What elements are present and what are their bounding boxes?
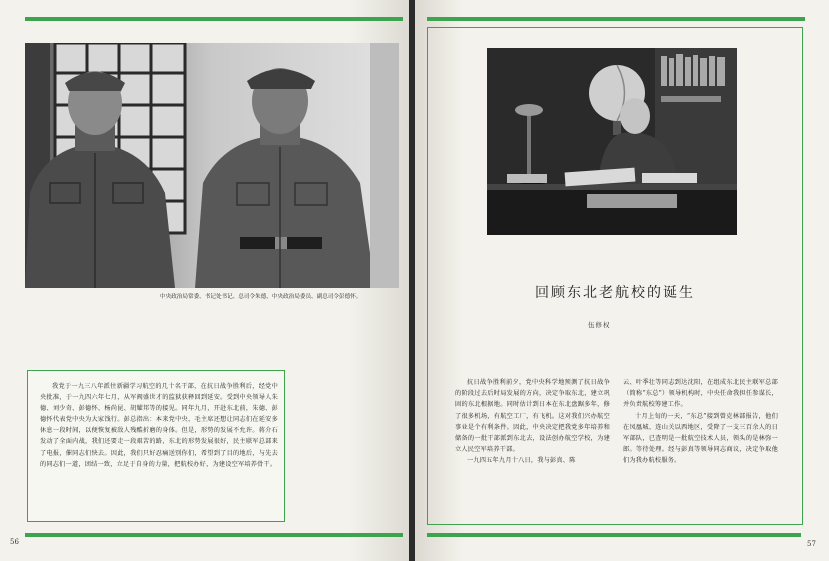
- photo-image: [487, 48, 737, 235]
- paragraph: 一九四五年九月十八日，我与彭真、陈: [467, 457, 576, 465]
- page-number-right: 57: [807, 540, 816, 548]
- article-column-2: [623, 377, 778, 467]
- photo-image: [25, 43, 399, 288]
- book-gutter: [409, 0, 415, 561]
- top-rule-left: [25, 17, 403, 21]
- portrait-photo-two-commanders: [25, 43, 399, 288]
- article-column-1: [455, 377, 610, 467]
- article-author: 伍修权: [588, 321, 611, 329]
- bottom-rule-right: [427, 533, 801, 537]
- article-title: 回顾东北老航校的诞生: [535, 285, 695, 301]
- paragraph: 云、叶季壮等同志到达沈阳，在组成东北民主联军总部（简称“东总”）领导机构时，中央任命我担任参谋长，并负责航校筹建工作。: [623, 379, 778, 409]
- bottom-rule-left: [25, 533, 403, 537]
- top-rule-right: [427, 17, 805, 21]
- paragraph: 抗日战争胜利前夕，党中央科学地预测了抗日战争的阶段过去后时局发展的方向，决定争取东北，建立巩固的东北根据地。同时估计到日本在东北盘踞多年，修了很多机场，有航空工厂，有飞机。这对我们兴办航空事业是个有利条件。因此，中央决定把我党多年培养和储备的一批干部派到东北去，设法创办航空学校，为建立人民空军培养干部。: [455, 379, 610, 454]
- author-at-desk-photo: [487, 48, 737, 235]
- intro-text-box: [27, 370, 285, 522]
- paragraph: 十月上旬的一天，“东总”接到曾克林部报告，他们在凤凰城、连山关以西地区，受降了一支三百余人的日军部队，已查明是一批航空技术人员，领头的是林弥一郎。等待处理。经与彭真等领导同志商议，决定争取他们为我办航校服务。: [623, 412, 778, 465]
- intro-paragraph: 我党于一九三八年派往新疆学习航空的几十名干部，在抗日战争胜利后，经党中央批准，于一九四六年七月，从军阀盛世才的监狱获释回到延安。受到中央领导人朱德、刘少奇、彭德怀、杨尚昆、胡耀邦等的接见。同年九月，开赴东北前，朱德、彭德怀代表党中央为大家饯行。彭总指出：本来党中央、毛主席还想让同志们在延安多休息一段时间，以便恢复被敌人残酷折磨的身体。但是，形势的发展不允许。蒋介石发动了全面内战，我们还要走一段艰苦的路，东北的形势发展很好，民主联军总部来了电报，催同志们快去。因此，我们只好忍痛送别你们，希望到了目的地后，与先去的同志们一道，团结一致，立足于自身的力量，把航校办好，为建设空军培养骨干。: [40, 383, 278, 468]
- photo-caption: 中央政治局常委、书记处书记、总司令朱德，中央政治局委员、副总司令彭德怀。: [160, 294, 362, 300]
- page-number-left: 56: [10, 538, 19, 546]
